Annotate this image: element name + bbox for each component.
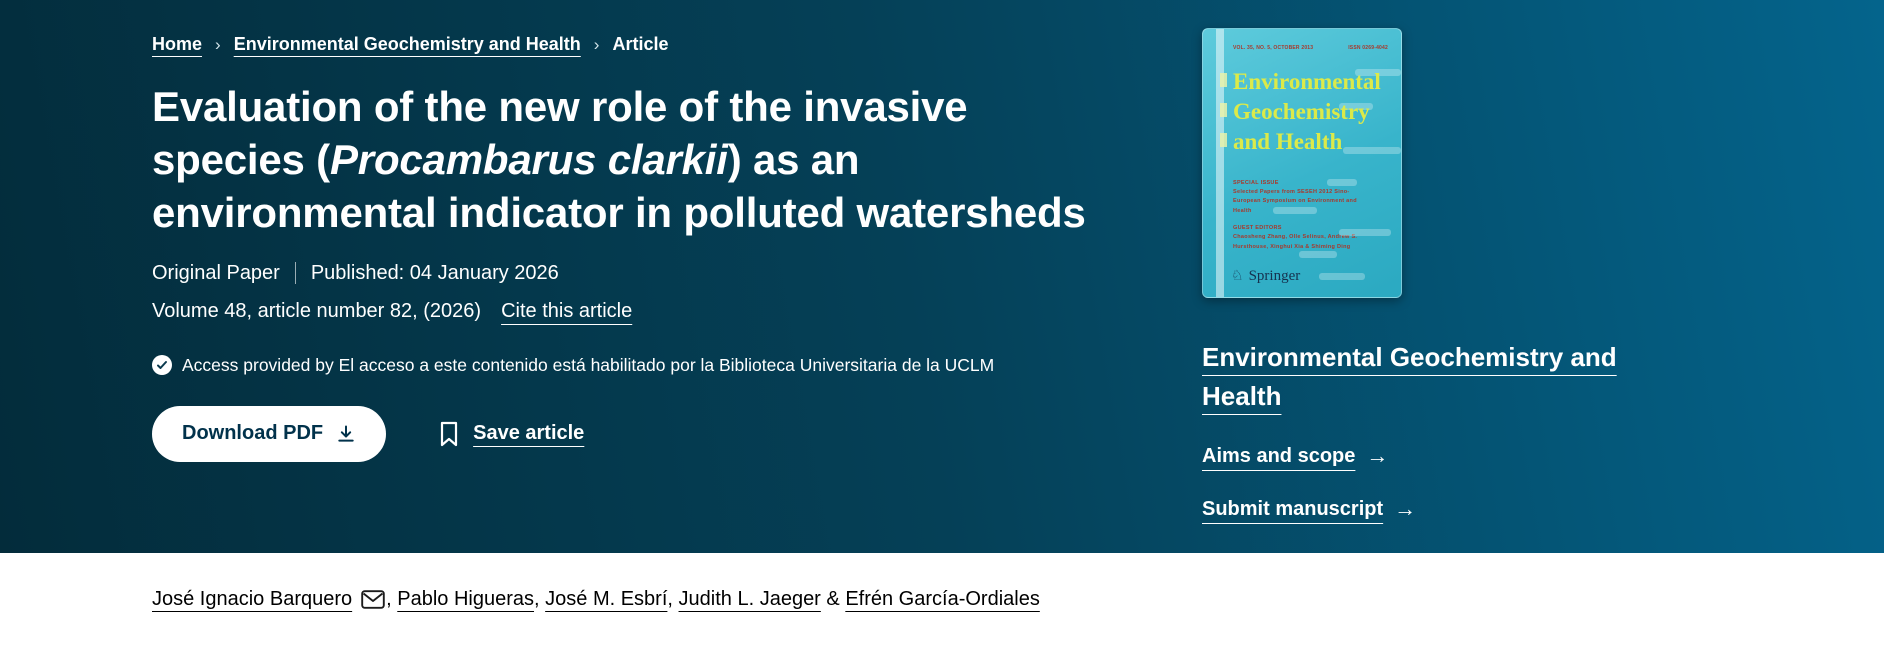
cover-square-bullet — [1220, 73, 1227, 87]
cover-special-issue-label: SPECIAL ISSUE — [1233, 179, 1279, 186]
author-link[interactable]: Efrén García-Ordiales — [845, 588, 1040, 610]
cover-journal-title: Environmental Geochemistry and Health — [1233, 67, 1401, 157]
aims-and-scope-label: Aims and scope — [1202, 444, 1356, 467]
cover-masthead — [1233, 45, 1388, 51]
cover-square-bullet — [1220, 133, 1227, 147]
access-row — [152, 355, 1112, 376]
journal-title-link[interactable]: Environmental Geochemistry and Health — [1202, 342, 1617, 411]
author-separator: , — [534, 588, 546, 610]
journal-sidebar — [1202, 0, 1632, 553]
submit-manuscript-link[interactable] — [1202, 496, 1632, 522]
cover-issn-text: ISSN 0269-4042 — [1348, 45, 1388, 51]
submit-manuscript-label: Submit manuscript — [1202, 497, 1384, 520]
cover-special-issue-text: Selected Papers from SESEH 2012 Sino-European Symposium on Environment and Health — [1233, 189, 1357, 214]
author-link[interactable]: Judith L. Jaeger — [678, 588, 821, 610]
cover-guest-editors-text: Chaosheng Zhang, Olle Selinus, Andrew S. Hursthouse, Xinghui Xia & Shiming Ding — [1233, 234, 1358, 250]
volume-row — [152, 300, 1112, 323]
chevron-right-icon: › — [215, 34, 221, 54]
article-title — [152, 81, 1112, 240]
cover-volume-text: VOL. 35, NO. 5, OCTOBER 2013 — [1233, 45, 1314, 51]
article-title-text: ) as an environmental indicator in polluted watersheds — [152, 135, 1086, 236]
save-article-link[interactable] — [438, 421, 584, 447]
access-check-icon — [152, 355, 172, 375]
article-meta-row — [152, 262, 1112, 285]
author-link[interactable]: José M. Esbrí — [545, 588, 668, 610]
journal-cover[interactable] — [1202, 28, 1402, 298]
mail-icon[interactable] — [361, 590, 385, 615]
author-separator: , — [386, 588, 398, 610]
action-buttons-row — [152, 406, 1112, 462]
springer-wordmark: Springer — [1248, 268, 1301, 284]
cite-this-article-link[interactable]: Cite this article — [501, 299, 633, 322]
aims-and-scope-link[interactable] — [1202, 443, 1632, 469]
meta-divider — [295, 262, 296, 284]
bookmark-icon — [438, 421, 460, 447]
author-separator: , — [667, 588, 679, 610]
author-separator: & — [820, 588, 846, 610]
access-provided-text: Access provided by El acceso a este contenido está habilitado por la Biblioteca Universitaria de la UCLM — [182, 354, 995, 375]
article-title-species-italic: Procambarus clarkii — [329, 135, 728, 183]
arrow-right-icon: → — [1394, 496, 1417, 521]
cover-square-bullet — [1220, 103, 1227, 117]
chevron-right-icon: › — [593, 34, 600, 54]
cover-special-issue-block — [1233, 179, 1375, 252]
published-date: Published: 04 January 2026 — [310, 261, 559, 284]
breadcrumb-journal-link[interactable]: Environmental Geochemistry and Health — [233, 34, 581, 54]
springer-logo-icon: ♘ — [1231, 269, 1244, 284]
cover-publisher — [1231, 268, 1300, 285]
article-type-label: Original Paper — [152, 261, 280, 284]
arrow-right-icon: → — [1366, 443, 1389, 468]
download-pdf-label: Download PDF — [182, 422, 324, 445]
author-link[interactable]: Pablo Higueras — [397, 588, 535, 610]
breadcrumb — [152, 34, 1112, 55]
article-main-column — [152, 0, 1112, 553]
download-icon — [336, 424, 356, 444]
breadcrumb-current-page: Article — [612, 34, 669, 54]
cover-left-stripe — [1216, 29, 1224, 297]
author-link[interactable]: José Ignacio Barquero — [152, 588, 353, 610]
download-pdf-button[interactable] — [152, 406, 386, 462]
save-article-label: Save article — [473, 422, 585, 445]
authors-bar — [0, 553, 1884, 650]
volume-info: Volume 48, article number 82, (2026) — [152, 299, 482, 322]
article-title-text: Evaluation of the new role of the invasive species ( — [152, 83, 968, 183]
breadcrumb-home-link[interactable]: Home — [152, 34, 203, 54]
cover-guest-editors-label: GUEST EDITORS — [1233, 225, 1282, 232]
